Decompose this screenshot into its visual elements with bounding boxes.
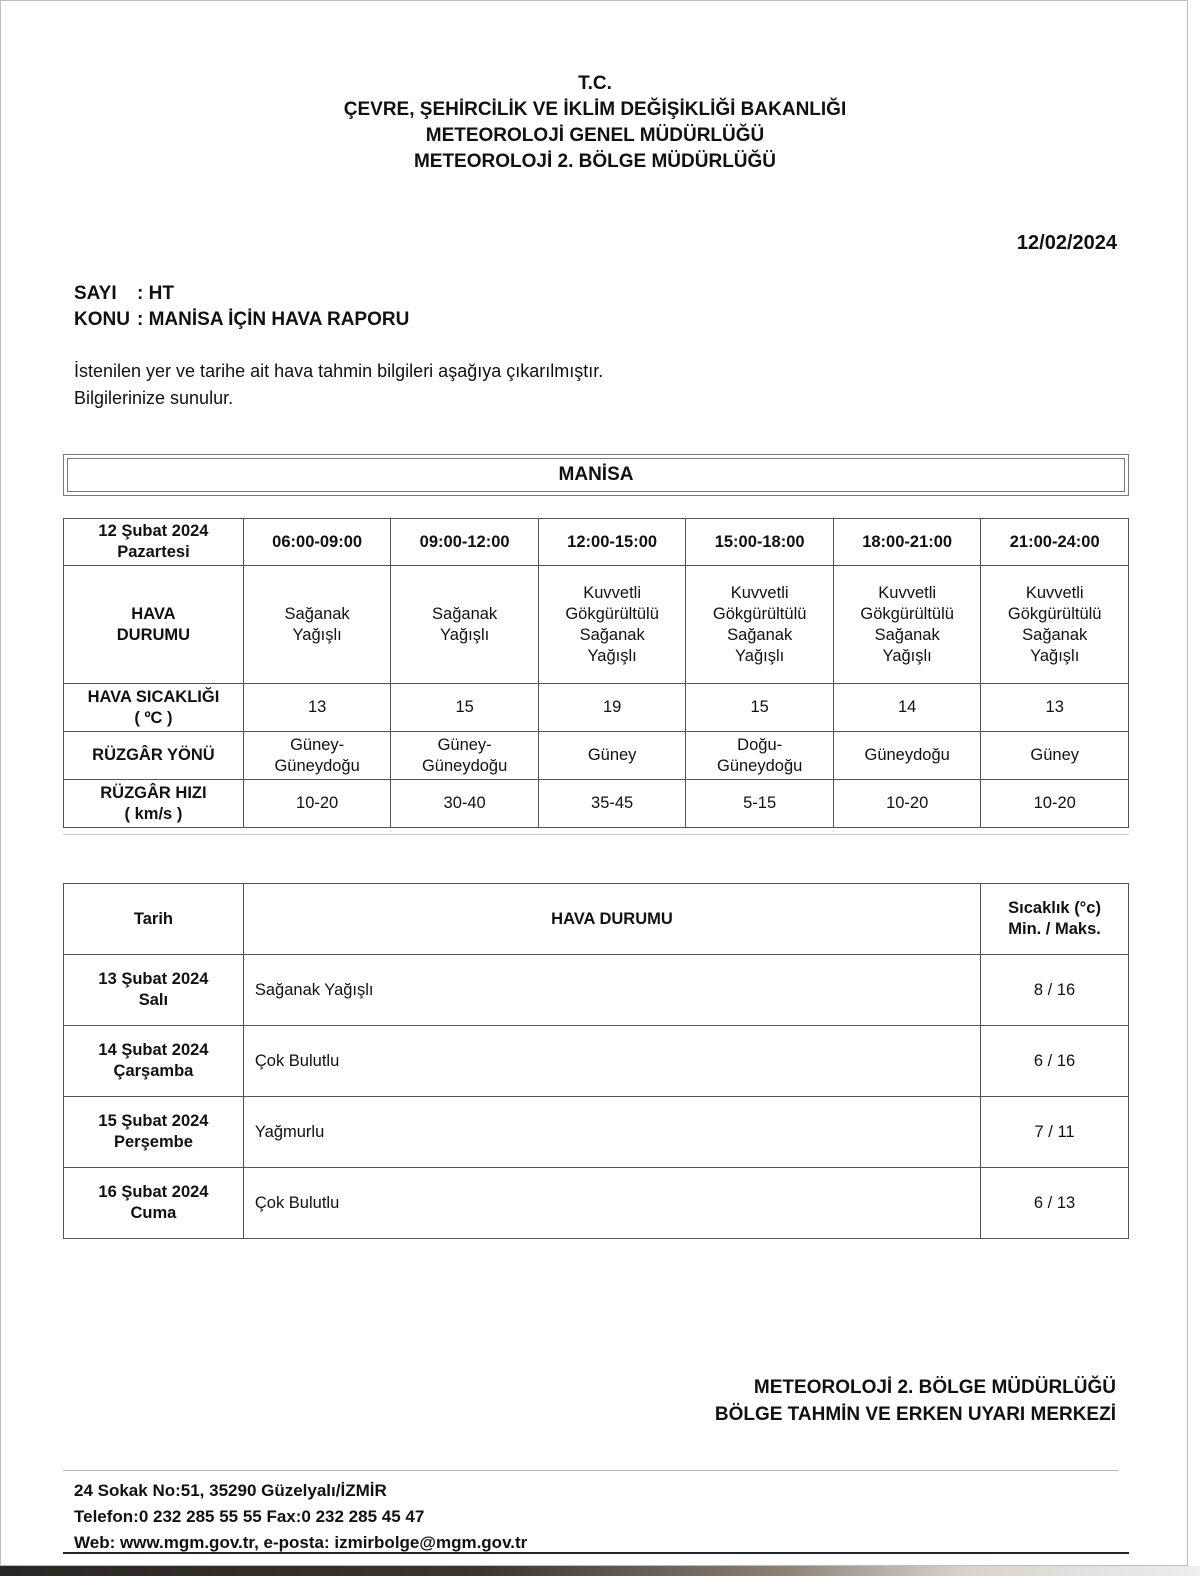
weather-text: Gökgürültülü: [712, 604, 807, 623]
daily-col-temp-line-1: Sıcaklık (°c): [1008, 899, 1101, 917]
wind-direction-text: Güney: [1030, 746, 1080, 764]
intro-line-2: Bilgilerinize sunulur.: [74, 388, 234, 408]
temperature-slot-2: 15: [391, 684, 539, 732]
signature-line-2: BÖLGE TAHMİN VE ERKEN UYARI MERKEZİ: [714, 1404, 1116, 1425]
weather-text: Sağanak: [1022, 625, 1088, 644]
weather-text: Kuvvetli: [730, 583, 789, 602]
weather-text: Sağanak: [432, 604, 498, 623]
temperature-slot-1: 13: [243, 684, 391, 732]
weather-text: Kuvvetli: [583, 583, 642, 602]
time-slot-1: 06:00-09:00: [243, 519, 391, 566]
weather-row: [64, 566, 1129, 684]
wind-direction-text: Güney-: [437, 735, 492, 754]
daily-forecast-table: [63, 883, 1129, 1239]
temperature-row: [64, 684, 1129, 732]
footer-phone: Telefon:0 232 285 55 55 Fax:0 232 285 45 47: [74, 1507, 425, 1526]
daily-day: Salı: [138, 991, 169, 1009]
wind-direction-slot-5: [833, 732, 981, 780]
wind-speed-row-label: [64, 780, 244, 828]
sayi-label: SAYI: [74, 283, 117, 304]
daily-day: Cuma: [130, 1204, 177, 1222]
document-header: [1, 71, 1189, 175]
document-date: 12/02/2024: [1016, 232, 1117, 254]
time-slot-4: 15:00-18:00: [686, 519, 834, 566]
city-title-box: [63, 454, 1129, 496]
daily-weather: Çok Bulutlu: [243, 1026, 980, 1097]
temperature-slot-5: 14: [833, 684, 981, 732]
footer-bottom-rule: [63, 1552, 1129, 1554]
weather-text: Sağanak: [284, 604, 350, 623]
hourly-forecast-table: [63, 518, 1129, 828]
temperature-slot-6: 13: [981, 684, 1129, 732]
daily-temp: 6 / 16: [981, 1026, 1129, 1097]
weather-text: Kuvvetli: [878, 583, 937, 602]
weather-slot-6: [981, 566, 1129, 684]
weather-text: Yağışlı: [1030, 646, 1080, 665]
header-line-2: ÇEVRE, ŞEHİRCİLİK VE İKLİM DEĞİŞİKLİĞİ BAKANLIĞI: [343, 99, 847, 120]
table-divider: [63, 834, 1129, 835]
konu-label: KONU: [74, 309, 130, 330]
temperature-row-label: [64, 684, 244, 732]
weather-label-line-1: HAVA: [131, 604, 176, 623]
wind-direction-row: [64, 732, 1129, 780]
city-title: MANİSA: [67, 458, 1125, 492]
wind-speed-label-line-2: ( km/s ): [124, 804, 183, 823]
signature-block: [715, 1374, 1116, 1428]
daily-date-cell: [64, 1097, 244, 1168]
weather-text: Yağışlı: [292, 625, 342, 644]
time-slot-3: 12:00-15:00: [538, 519, 686, 566]
footer-divider: [63, 1470, 1119, 1471]
wind-direction-text: Güneydoğu: [716, 756, 803, 775]
weather-text: Yağışlı: [735, 646, 785, 665]
signature-line-1: METEOROLOJİ 2. BÖLGE MÜDÜRLÜĞÜ: [753, 1377, 1116, 1398]
header-line-4: METEOROLOJİ 2. BÖLGE MÜDÜRLÜĞÜ: [413, 151, 777, 172]
wind-direction-slot-1: [243, 732, 391, 780]
wind-direction-slot-6: [981, 732, 1129, 780]
table-row: [64, 955, 1129, 1026]
weather-slot-1: [243, 566, 391, 684]
daily-date-cell: [64, 1168, 244, 1239]
wind-speed-slot-2: 30-40: [391, 780, 539, 828]
daily-temp: 6 / 13: [981, 1168, 1129, 1239]
wind-direction-slot-3: [538, 732, 686, 780]
wind-direction-text: Doğu-: [737, 735, 783, 754]
wind-direction-text: Güney-: [290, 735, 345, 754]
wind-direction-text: Güneydoğu: [421, 756, 508, 775]
sayi-row: [74, 281, 409, 307]
daily-date: 14 Şubat 2024: [98, 1041, 209, 1059]
header-line-3: METEOROLOJİ GENEL MÜDÜRLÜĞÜ: [425, 125, 765, 146]
konu-value: : MANİSA İÇİN HAVA RAPORU: [137, 309, 410, 330]
temperature-slot-4: 15: [686, 684, 834, 732]
daily-date: 13 Şubat 2024: [98, 970, 209, 988]
weather-slot-2: [391, 566, 539, 684]
weather-text: Gökgürültülü: [565, 604, 659, 623]
daily-date: 15 Şubat 2024: [98, 1112, 209, 1130]
footer-address: 24 Sokak No:51, 35290 Güzelyalı/İZMİR: [74, 1481, 387, 1500]
time-slot-5: 18:00-21:00: [833, 519, 981, 566]
weather-text: Sağanak: [579, 625, 645, 644]
daily-weather: Yağmurlu: [243, 1097, 980, 1168]
wind-speed-slot-1: 10-20: [243, 780, 391, 828]
table-row: [64, 1168, 1129, 1239]
header-line-1: T.C.: [578, 73, 612, 94]
wind-speed-row: [64, 780, 1129, 828]
daily-temp: 7 / 11: [981, 1097, 1129, 1168]
wind-direction-text: Güney: [587, 746, 637, 764]
wind-speed-slot-4: 5-15: [686, 780, 834, 828]
daily-col-weather: HAVA DURUMU: [243, 884, 980, 955]
wind-direction-text: Güneydoğu: [864, 746, 950, 764]
footer: [74, 1478, 527, 1556]
wind-speed-slot-3: 35-45: [538, 780, 686, 828]
wind-speed-slot-5: 10-20: [833, 780, 981, 828]
subject-block: [74, 281, 409, 333]
hourly-day: Pazartesi: [117, 543, 190, 561]
wind-direction-slot-2: [391, 732, 539, 780]
daily-col-date: Tarih: [64, 884, 244, 955]
wind-direction-slot-4: [686, 732, 834, 780]
sayi-value: : HT: [137, 283, 174, 304]
daily-date-cell: [64, 1026, 244, 1097]
daily-header-row: [64, 884, 1129, 955]
daily-weather: Çok Bulutlu: [243, 1168, 980, 1239]
weather-text: Yağışlı: [587, 646, 637, 665]
footer-web[interactable]: Web: www.mgm.gov.tr, e-posta: izmirbolge@mgm.gov.tr: [74, 1533, 528, 1552]
table-row: [64, 1097, 1129, 1168]
photo-edge-strip: [0, 1566, 1200, 1576]
weather-text: Yağışlı: [882, 646, 932, 665]
temperature-slot-3: 19: [538, 684, 686, 732]
hourly-date: 12 Şubat 2024: [98, 522, 209, 540]
wind-direction-text: Güneydoğu: [274, 756, 360, 775]
weather-text: Sağanak: [874, 625, 940, 644]
wind-direction-row-label: RÜZGÂR YÖNÜ: [64, 732, 244, 780]
weather-text: Sağanak: [727, 625, 793, 644]
daily-date-cell: [64, 955, 244, 1026]
daily-weather: Sağanak Yağışlı: [243, 955, 980, 1026]
daily-day: Çarşamba: [113, 1062, 194, 1080]
weather-text: Kuvvetli: [1025, 583, 1084, 602]
hourly-date-cell: [64, 519, 244, 566]
time-slot-2: 09:00-12:00: [391, 519, 539, 566]
intro-text: [74, 358, 603, 412]
weather-slot-5: [833, 566, 981, 684]
daily-date: 16 Şubat 2024: [98, 1183, 209, 1201]
weather-row-label: [64, 566, 244, 684]
weather-text: Yağışlı: [440, 625, 490, 644]
daily-col-temp-line-2: Min. / Maks.: [1008, 920, 1101, 938]
konu-row: [74, 307, 409, 333]
weather-label-line-2: DURUMU: [116, 625, 191, 644]
time-slot-6: 21:00-24:00: [981, 519, 1129, 566]
temperature-label-line-1: HAVA SICAKLIĞI: [87, 687, 220, 706]
hourly-header-row: [64, 519, 1129, 566]
weather-slot-4: [686, 566, 834, 684]
weather-slot-3: [538, 566, 686, 684]
weather-text: Gökgürültülü: [1007, 604, 1102, 623]
intro-line-1: İstenilen yer ve tarihe ait hava tahmin bilgileri aşağıya çıkarılmıştır.: [74, 361, 604, 381]
daily-temp: 8 / 16: [981, 955, 1129, 1026]
wind-speed-slot-6: 10-20: [981, 780, 1129, 828]
table-row: [64, 1026, 1129, 1097]
daily-day: Perşembe: [113, 1133, 193, 1151]
daily-col-temp: [981, 884, 1129, 955]
wind-speed-label-line-1: RÜZGÂR HIZI: [100, 783, 207, 802]
weather-text: Gökgürültülü: [860, 604, 954, 623]
temperature-label-line-2: ( ºC ): [134, 708, 173, 727]
